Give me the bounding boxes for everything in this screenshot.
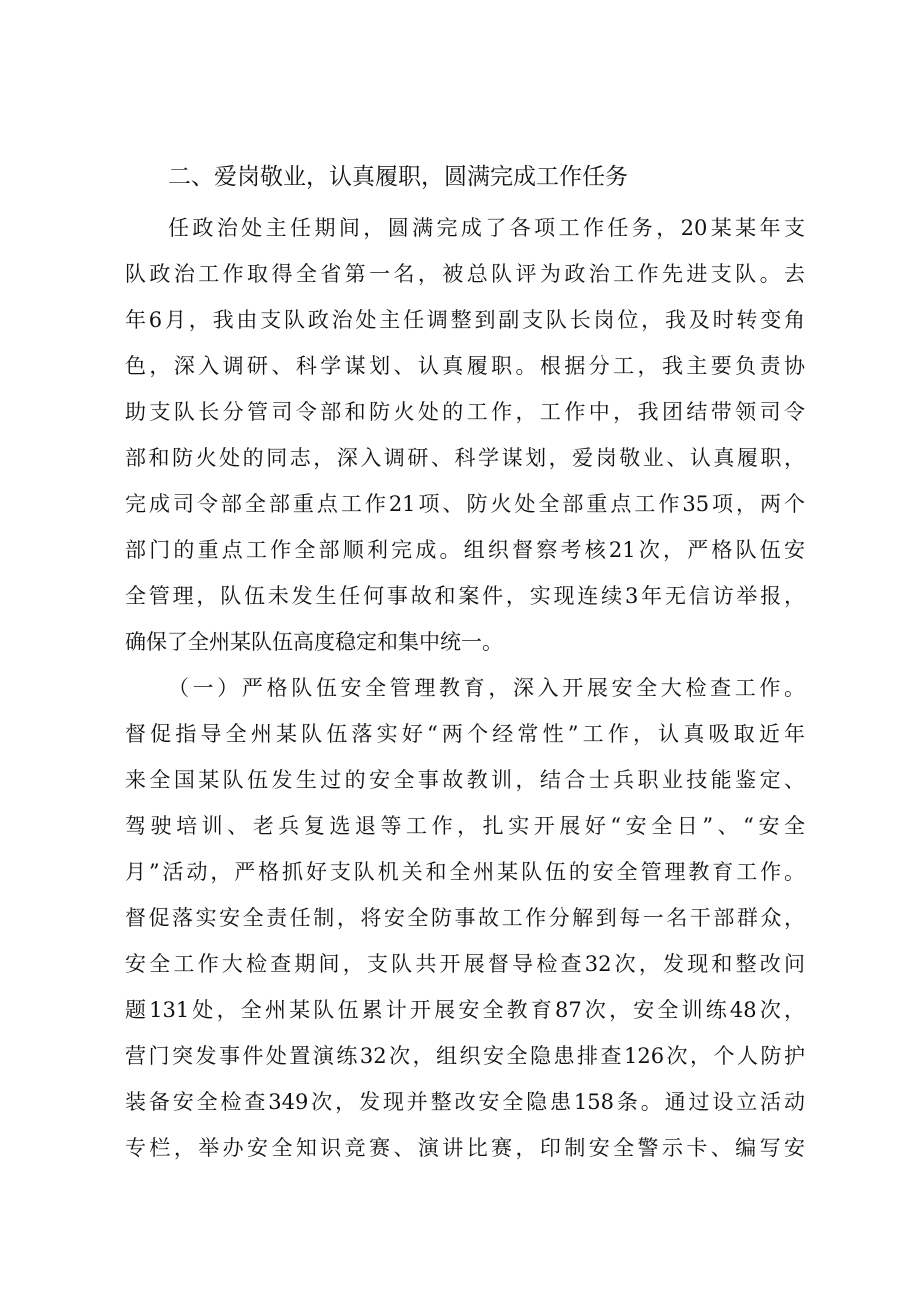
subsection-heading-line: （一）严格队伍安全管理教育，深入开展安全大检查工作。 [168,676,805,700]
paragraph-line: 督促指导全州某队伍落实好“两个经常性”工作，认真吸取近年 [125,722,805,746]
paragraph-line: 题131处，全州某队伍累计开展安全教育87次，安全训练48次， [125,998,805,1022]
paragraph-line: 色，深入调研、科学谋划、认真履职。根据分工，我主要负责协 [125,354,805,378]
paragraph-line: 助支队长分管司令部和防火处的工作，工作中，我团结带领司令 [125,400,805,424]
paragraph-line: 来全国某队伍发生过的安全事故教训，结合士兵职业技能鉴定、 [125,768,805,792]
paragraph-line: 部和防火处的同志，深入调研、科学谋划，爱岗敬业、认真履职， [125,446,805,470]
paragraph-line: 专栏，举办安全知识竞赛、演讲比赛，印制安全警示卡、编写安 [125,1136,805,1160]
paragraph-line: 全管理，队伍未发生任何事故和案件，实现连续3年无信访举报， [125,584,805,608]
paragraph-line: 安全工作大检查期间，支队共开展督导检查32次，发现和整改问 [125,952,805,976]
paragraph-line: 完成司令部全部重点工作21项、防火处全部重点工作35项，两个 [125,492,805,516]
paragraph-line: 年6月，我由支队政治处主任调整到副支队长岗位，我及时转变角 [125,308,805,332]
paragraph-line: 任政治处主任期间，圆满完成了各项工作任务，20某某年支 [168,216,805,240]
paragraph-line: 装备安全检查349次，发现并整改安全隐患158条。通过设立活动 [125,1090,805,1114]
paragraph-line: 督促落实安全责任制，将安全防事故工作分解到每一名干部群众， [125,906,805,930]
paragraph-line: 队政治工作取得全省第一名，被总队评为政治工作先进支队。去 [125,262,805,286]
paragraph-line: 驾驶培训、老兵复选退等工作，扎实开展好“安全日”、“安全 [125,814,805,838]
paragraph-line: 部门的重点工作全部顺利完成。组织督察考核21次，严格队伍安 [125,538,805,562]
paragraph-line: 月”活动，严格抓好支队机关和全州某队伍的安全管理教育工作。 [125,860,805,884]
section-heading: 二、爱岗敬业，认真履职，圆满完成工作任务 [168,164,628,190]
paragraph-line: 营门突发事件处置演练32次，组织安全隐患排查126次，个人防护 [125,1044,805,1068]
paragraph-line: 确保了全州某队伍高度稳定和集中统一。 [125,630,503,654]
